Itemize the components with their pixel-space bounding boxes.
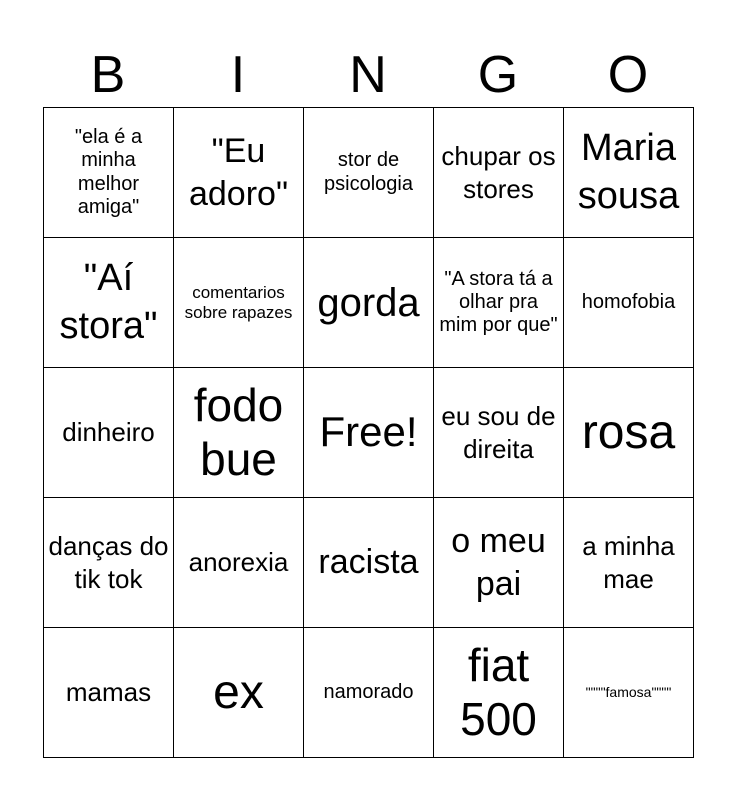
bingo-cell[interactable]: racista [304,498,434,628]
bingo-cell[interactable]: "A stora tá a olhar pra mim por que" [434,238,564,368]
bingo-board [43,107,694,758]
bingo-cell[interactable]: ex [174,628,304,758]
bingo-cell[interactable]: dinheiro [44,368,174,498]
bingo-cell[interactable]: eu sou de direita [434,368,564,498]
bingo-cell[interactable]: gorda [304,238,434,368]
header-letter-g: G [477,46,519,104]
bingo-cell[interactable]: mamas [44,628,174,758]
board-row [44,238,694,368]
bingo-cell[interactable]: namorado [304,628,434,758]
header-letter-o: O [607,46,649,104]
bingo-cell[interactable]: fiat 500 [434,628,564,758]
board-row [44,368,694,498]
board-row [44,628,694,758]
bingo-cell[interactable]: "Eu adoro" [174,108,304,238]
bingo-cell[interactable]: chupar os stores [434,108,564,238]
board-row [44,498,694,628]
bingo-header [43,44,693,106]
bingo-cell[interactable]: fodo bue [174,368,304,498]
bingo-cell[interactable]: "ela é a minha melhor amiga" [44,108,174,238]
header-letter-i: I [230,46,246,104]
bingo-cell[interactable]: comentarios sobre rapazes [174,238,304,368]
bingo-cell[interactable]: a minha mae [564,498,694,628]
bingo-cell[interactable]: Maria sousa [564,108,694,238]
bingo-cell[interactable]: rosa [564,368,694,498]
bingo-cell[interactable]: """"famosa"""" [564,628,694,758]
board-row [44,108,694,238]
bingo-cell[interactable]: danças do tik tok [44,498,174,628]
bingo-cell[interactable]: stor de psicologia [304,108,434,238]
bingo-cell[interactable]: homofobia [564,238,694,368]
bingo-cell-free[interactable]: Free! [304,368,434,498]
bingo-cell[interactable]: anorexia [174,498,304,628]
header-letter-b: B [90,46,126,104]
bingo-cell[interactable]: "Aí stora" [44,238,174,368]
bingo-cell[interactable]: o meu pai [434,498,564,628]
header-letter-n: N [349,46,387,104]
